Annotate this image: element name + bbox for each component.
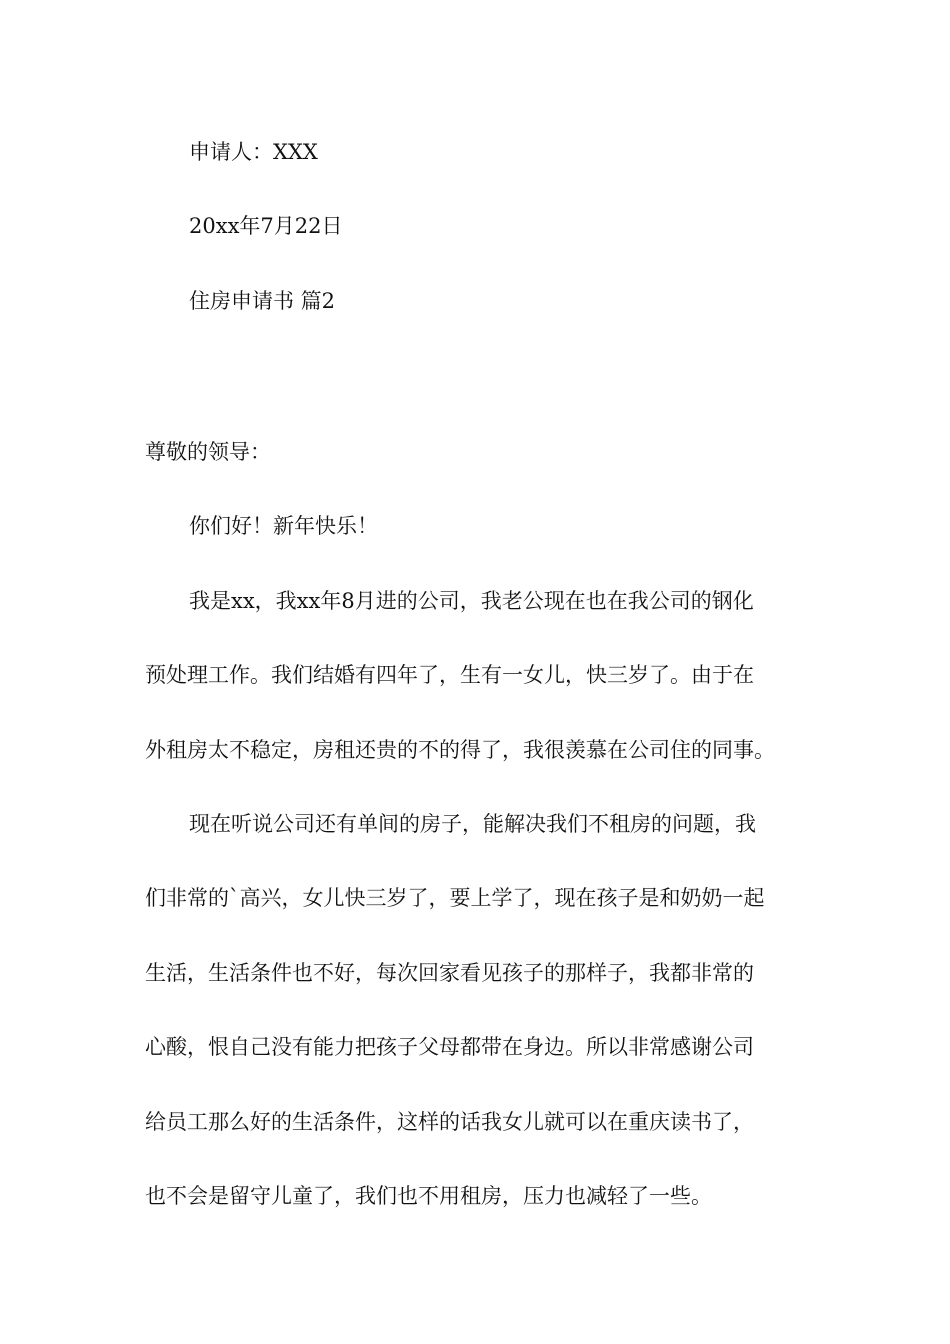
paragraph-line: 我是xx，我xx年8月进的公司，我老公现在也在我公司的钢化	[189, 589, 754, 613]
paragraph-line: 们非常的`高兴，女儿快三岁了，要上学了，现在孩子是和奶奶一起	[145, 886, 765, 910]
section-heading: 住房申请书 篇2	[189, 289, 336, 313]
paragraph-line: 预处理工作。我们结婚有四年了，生有一女儿，快三岁了。由于在	[145, 663, 754, 687]
paragraph-line: 也不会是留守儿童了，我们也不用租房，压力也减轻了一些。	[145, 1184, 712, 1208]
paragraph-line: 心酸，恨自己没有能力把孩子父母都带在身边。所以非常感谢公司	[145, 1035, 754, 1059]
applicant-signature: 申请人：XXX	[189, 140, 318, 164]
paragraph-line: 给员工那么好的生活条件，这样的话我女儿就可以在重庆读书了，	[145, 1110, 754, 1134]
signature-date: 20xx年7月22日	[189, 214, 343, 238]
paragraph-line: 生活，生活条件也不好，每次回家看见孩子的那样子，我都非常的	[145, 961, 754, 985]
paragraph-line: 外租房太不稳定，房租还贵的不的得了，我很羡慕在公司住的同事。	[145, 738, 775, 762]
greeting: 你们好！新年快乐！	[189, 514, 378, 538]
paragraph-line: 现在听说公司还有单间的房子，能解决我们不租房的问题，我	[189, 812, 756, 836]
salutation: 尊敬的领导：	[145, 440, 271, 464]
